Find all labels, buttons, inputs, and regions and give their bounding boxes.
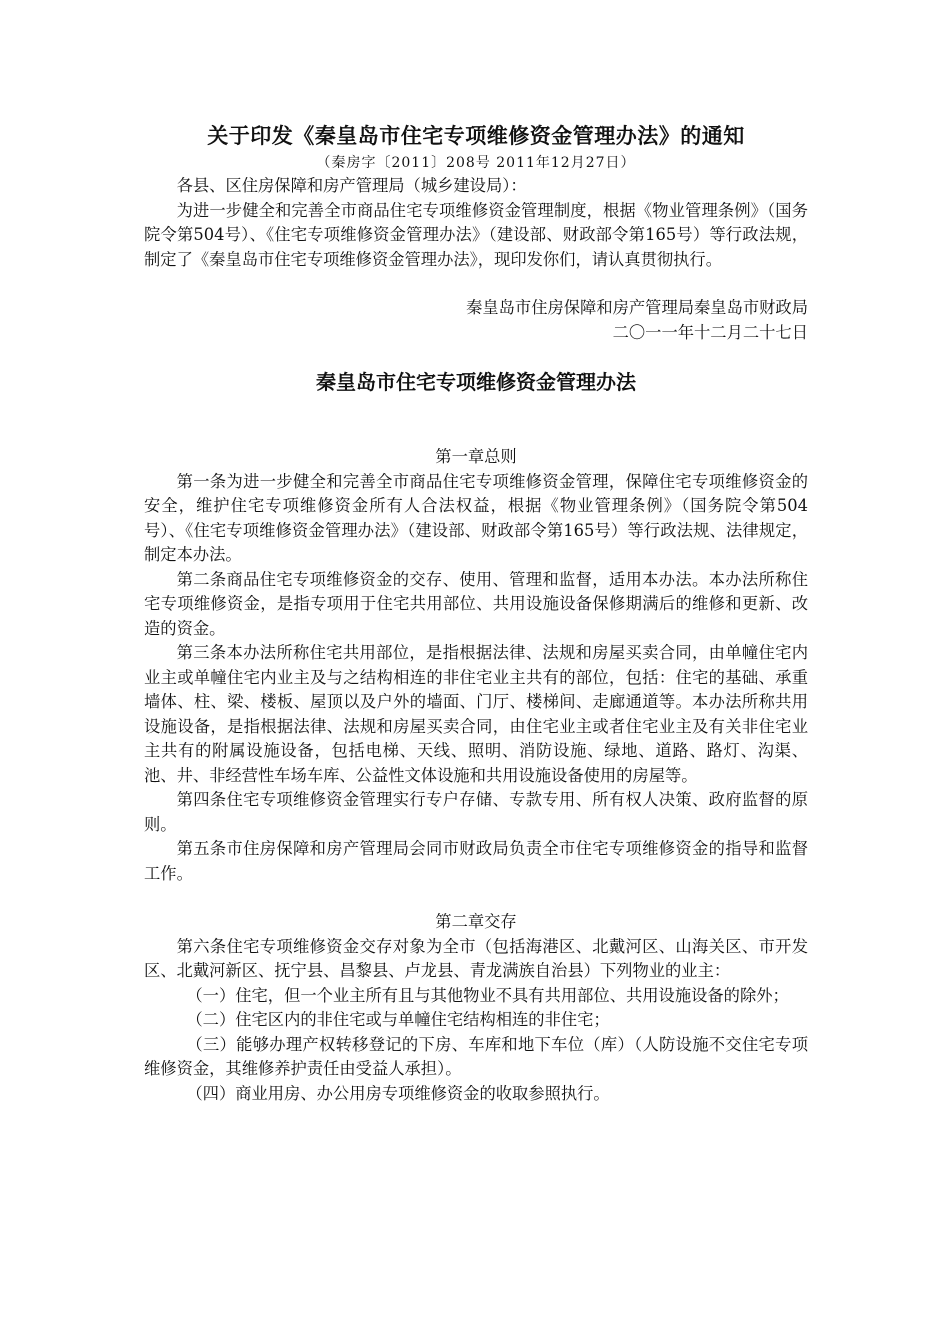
spacer [144, 397, 808, 445]
notice-title: 关于印发《秦皇岛市住宅专项维修资金管理办法》的通知 [207, 123, 745, 148]
article-6: 第六条住宅专项维修资金交存对象为全市（包括海港区、北戴河区、山海关区、市开发区、北戴河新区、抚宁县、昌黎县、卢龙县、青龙满族自治县）下列物业的业主： [144, 936, 808, 980]
list-item: （四）商业用房、办公用房专项维修资金的收取参照执行。 [186, 1083, 610, 1103]
notice-addressee: 各县、区住房保障和房产管理局（城乡建设局）： [176, 176, 527, 195]
chapter-1-heading: 第一章总则 [435, 447, 517, 466]
list-item: （二）住宅区内的非住宅或与单幢住宅结构相连的非住宅； [186, 1010, 610, 1029]
article-1: 第一条为进一步健全和完善全市商品住宅专项维修资金管理，保障住宅专项维修资金的安全，维护住宅专项维修资金所有人合法权益，根据《物业管理条例》（国务院令第504号）、《住宅专项维修资金管理办法》（建设部、财政部令第165号）等行政法规、法律规定，制定本办法。 [144, 471, 808, 564]
document-content [144, 120, 808, 1106]
article-3: 第三条本办法所称住宅共用部位，是指根据法律、法规和房屋买卖合同，由单幢住宅内业主或单幢住宅内业主及与之结构相连的非住宅业主共有的部位，包括：住宅的基础、承重墙体、柱、梁、楼板、屋顶以及户外的墙面、门厅、楼梯间、走廊通道等。本办法所称共用设施设备，是指根据法律、法规和房屋买卖合同，由住宅业主或者住宅业主及有关非住宅业主共有的附属设施设备，包括电梯、天线、照明、消防设施、绿地、道路、路灯、沟渠、池、井、非经营性车场车库、公益性文体设施和共用设施设备使用的房屋等。 [144, 643, 808, 785]
chapter-2-heading: 第二章交存 [435, 912, 517, 931]
document-title: 秦皇岛市住宅专项维修资金管理办法 [316, 370, 636, 394]
article-4: 第四条住宅专项维修资金管理实行专户存储、专款专用、所有权人决策、政府监督的原则。 [144, 790, 808, 834]
spacer [144, 886, 808, 910]
list-item: （三）能够办理产权转移登记的下房、车库和地下车位（库）（人防设施不交住宅专项维修资金，其维修养护责任由受益人承担）。 [144, 1034, 808, 1078]
article-5: 第五条市住房保障和房产管理局会同市财政局负责全市住宅专项维修资金的指导和监督工作。 [144, 839, 808, 883]
notice-body: 为进一步健全和完善全市商品住宅专项维修资金管理制度，根据《物业管理条例》（国务院令第504号）、《住宅专项维修资金管理办法》（建设部、财政部令第165号）等行政法规，制定了《秦皇岛市住宅专项维修资金管理办法》，现印发你们，请认真贯彻执行。 [144, 200, 808, 269]
notice-reference: （秦房字〔2011〕208号 2011年12月27日） [316, 155, 636, 171]
spacer [144, 272, 808, 296]
notice-date: 二〇一一年十二月二十七日 [612, 322, 808, 342]
spacer [144, 345, 808, 367]
article-2: 第二条商品住宅专项维修资金的交存、使用、管理和监督，适用本办法。本办法所称住宅专项维修资金，是指专项用于住宅共用部位、共用设施设备保修期满后的维修和更新、改造的资金。 [144, 569, 808, 638]
notice-issuer: 秦皇岛市住房保障和房产管理局秦皇岛市财政局 [466, 298, 808, 317]
list-item: （一）住宅，但一个业主所有且与其他物业不具有共用部位、共用设施设备的除外； [186, 985, 789, 1005]
